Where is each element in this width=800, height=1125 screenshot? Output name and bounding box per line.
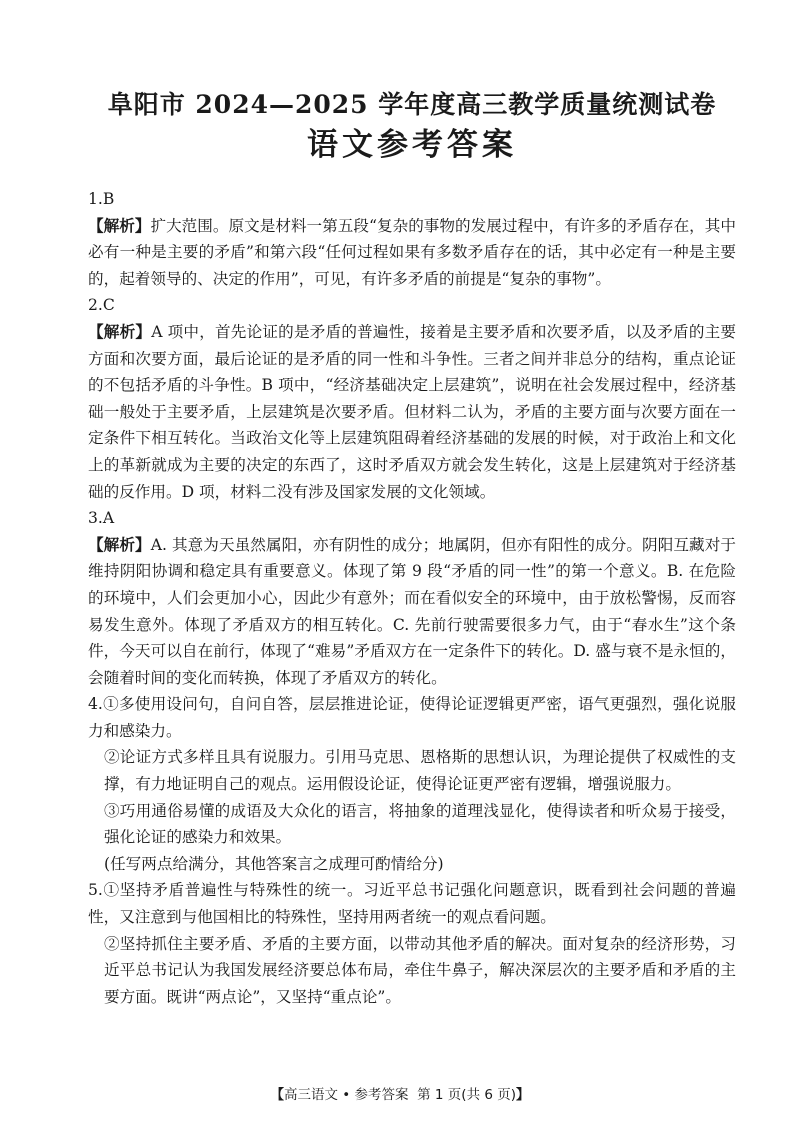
analysis-label: 【解析】 (88, 321, 152, 341)
footer-page-number: 第 1 页(共 6 页) (417, 1087, 517, 1103)
analysis-label: 【解析】 (88, 215, 151, 235)
answer-point-text: ①多使用设问句，自问自答，层层推进论证，使得论证逻辑更严密，语气更强烈，强化说服力和感染力。 (88, 695, 736, 740)
answer-point: ③巧用通俗易懂的成语及大众化的语言，将抽象的道理浅显化，使得读者和听众易于接受，强化论证的感染力和效果。 (104, 801, 736, 847)
page-title: 语文参考答案 (307, 127, 517, 163)
question-2 (88, 292, 736, 505)
analysis-paragraph (88, 532, 736, 692)
analysis-text: 扩大范围。原文是材料一第五段“复杂的事物的发展过程中，有许多的矛盾存在，其中必有一种是主要的矛盾”和第六段“任何过程如果有多数矛盾存在的话，其中必定有一种是主要的，起着领导的、决定的作用”，可见，有许多矛盾的前提是“复杂的事物”。 (88, 216, 736, 288)
analysis-paragraph (88, 213, 736, 293)
question-number: 1.B (88, 190, 115, 208)
footer-bracket-right: 】 (516, 1087, 530, 1103)
page-footer (0, 1085, 800, 1105)
answer-point: ②论证方式多样且具有说服力。引用马克思、恩格斯的思想认识，为理论提供了权威性的支撑，有力地证明自己的观点。运用假设论证，使得论证更严密有逻辑，增强说服力。 (104, 748, 736, 794)
analysis-label: 【解析】 (88, 534, 151, 554)
question-4 (88, 691, 736, 877)
answer-point: ②坚持抓住主要矛盾、矛盾的主要方面，以带动其他矛盾的解决。面对复杂的经济形势，习近平总书记认为我国发展经济要总体布局，牵住牛鼻子，解决深层次的主要矛盾和矛盾的主要方面。既讲“两点论”，又坚持“重点论”。 (104, 934, 736, 1006)
analysis-text: A 项中，首先论证的是矛盾的普遍性，接着是主要矛盾和次要矛盾，以及矛盾的主要方面和次要方面，最后论证的是矛盾的同一性和斗争性。三者之间并非总分的结构，重点论证的不包括矛盾的斗争性。B 项中，“经济基础决定上层建筑”，说明在社会发展过程中，经济基础一般处于主要矛盾，上层建筑是次要矛盾。但材料二认为，矛盾的主要方面与次要方面在一定条件下相互转化。当政治文化等上层建筑阻碍着经济基础的发展的时候，对于政治上和文化上的革新就成为主要的决定的东西了，这时矛盾双方就会发生转化，这是上层建筑对于经济基础的反作用。D 项，材料二没有涉及国家发展的文化领域。 (88, 322, 736, 501)
analysis-paragraph (88, 319, 736, 505)
question-number: 3.A (88, 509, 115, 528)
question-5 (88, 877, 736, 1010)
question-1 (88, 186, 736, 292)
question-number: 5. (88, 881, 103, 900)
answer-point (88, 877, 736, 930)
exam-title: 阜阳市 2024—2025 学年度高三教学质量统测试卷 (107, 90, 717, 119)
answer-point (88, 691, 736, 744)
question-number: 2.C (88, 296, 115, 315)
analysis-text: A. 其意为天虽然属阳，亦有阴性的成分；地属阴，但亦有阳性的成分。阴阳互藏对于维持阴阳协调和稳定具有重要意义。体现了第 9 段“矛盾的同一性”的第一个意义。B. 在危险的环境中，人们会更加小心，因此少有意外；而在看似安全的环境中，由于放松警惕，反而容易发生意外。体现了矛盾双方的相互转化。C. 先前行驶需要很多力气，由于“春水生”这个条件，今天可以自在前行，体现了“难易”矛盾双方在一定条件下的转化。D. 盛与衰不是永恒的，会随着时间的变化而转换，体现了矛盾双方的转化。 (88, 535, 736, 687)
question-3 (88, 505, 736, 691)
grading-note: (任写两点给满分，其他答案言之成理可酌情给分) (104, 854, 444, 873)
footer-course: 高三语文 • 参考答案 (283, 1087, 409, 1103)
answer-point-text: ①坚持矛盾普遍性与特殊性的统一。习近平总书记强化问题意识，既看到社会问题的普遍性，又注意到与他国相比的特殊性，坚持用两者统一的观点看问题。 (88, 881, 736, 927)
question-number: 4. (88, 695, 103, 714)
footer-bracket-left: 【 (270, 1087, 284, 1103)
answer-body (88, 186, 736, 1010)
